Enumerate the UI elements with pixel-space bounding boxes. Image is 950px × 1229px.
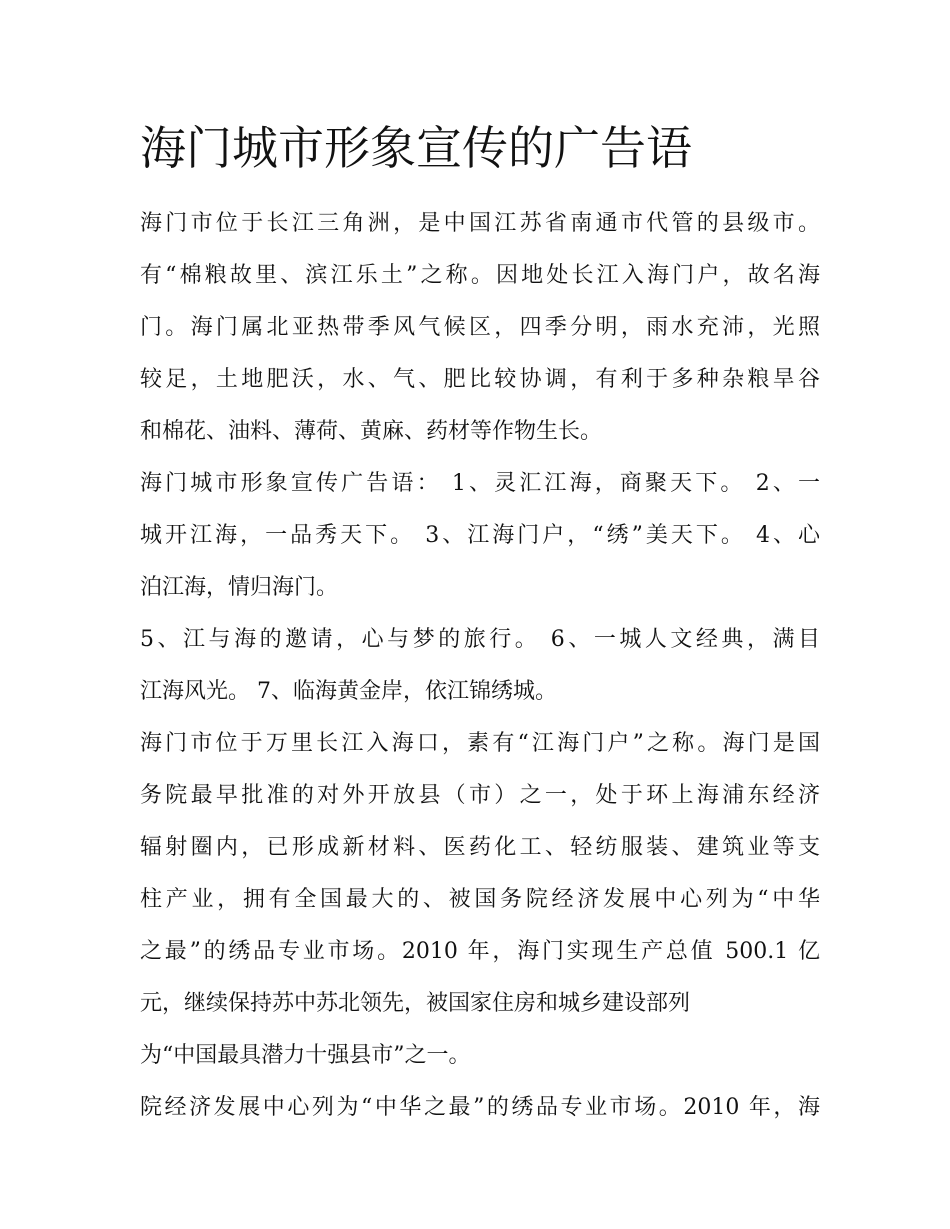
text-line: 之最”的绣品专业市场。2010 年，海门实现生产总值 500.1 亿 <box>140 939 820 964</box>
text-line: 海门市位于万里长江入海口，素有“江海门户”之称。海门是国 <box>140 731 820 756</box>
text-line: 柱产业，拥有全国最大的、被国务院经济发展中心列为“中华 <box>140 887 820 912</box>
text-line: 院经济发展中心列为“中华之最”的绣品专业市场。2010 年，海 <box>140 1095 820 1120</box>
text-line: 有“棉粮故里、滨江乐土”之称。因地处长江入海门户，故名海 <box>140 263 820 288</box>
document-title: 海门城市形象宣传的广告语 <box>140 121 692 175</box>
paragraph-slogans-continued <box>140 616 820 720</box>
text-line: 泊江海，情归海门。 <box>140 575 339 600</box>
text-line: 江海风光。 7、临海黄金岸，依江锦绣城。 <box>140 679 557 704</box>
text-line: 为“中国最具潜力十强县市”之一。 <box>140 1043 471 1068</box>
text-line: 和棉花、油料、薄荷、黄麻、药材等作物生长。 <box>140 419 603 444</box>
text-line: 元，继续保持苏中苏北领先，被国家住房和城乡建设部列 <box>140 991 691 1016</box>
paragraph-intro <box>140 200 820 460</box>
document-body <box>140 200 820 1136</box>
paragraph-slogans <box>140 460 820 616</box>
text-line: 5、江与海的邀请，心与梦的旅行。 6、一城人文经典，满目 <box>140 627 820 652</box>
text-line: 海门市位于长江三角洲，是中国江苏省南通市代管的县级市。 <box>140 211 820 236</box>
text-line: 城开江海，一品秀天下。 3、江海门户，“绣”美天下。 4、心 <box>140 523 820 548</box>
text-line: 门。海门属北亚热带季风气候区，四季分明，雨水充沛，光照 <box>140 315 820 340</box>
text-line: 较足，土地肥沃，水、气、肥比较协调，有利于多种杂粮旱谷 <box>140 367 820 392</box>
text-line: 务院最早批准的对外开放县（市）之一，处于环上海浦东经济 <box>140 783 820 808</box>
text-line: 辐射圈内，已形成新材料、医药化工、轻纺服装、建筑业等支 <box>140 835 820 860</box>
text-line: 海门城市形象宣传广告语： 1、灵汇江海，商聚天下。 2、一 <box>140 471 820 496</box>
paragraph-fragment <box>140 1084 820 1136</box>
paragraph-overview <box>140 720 820 1084</box>
